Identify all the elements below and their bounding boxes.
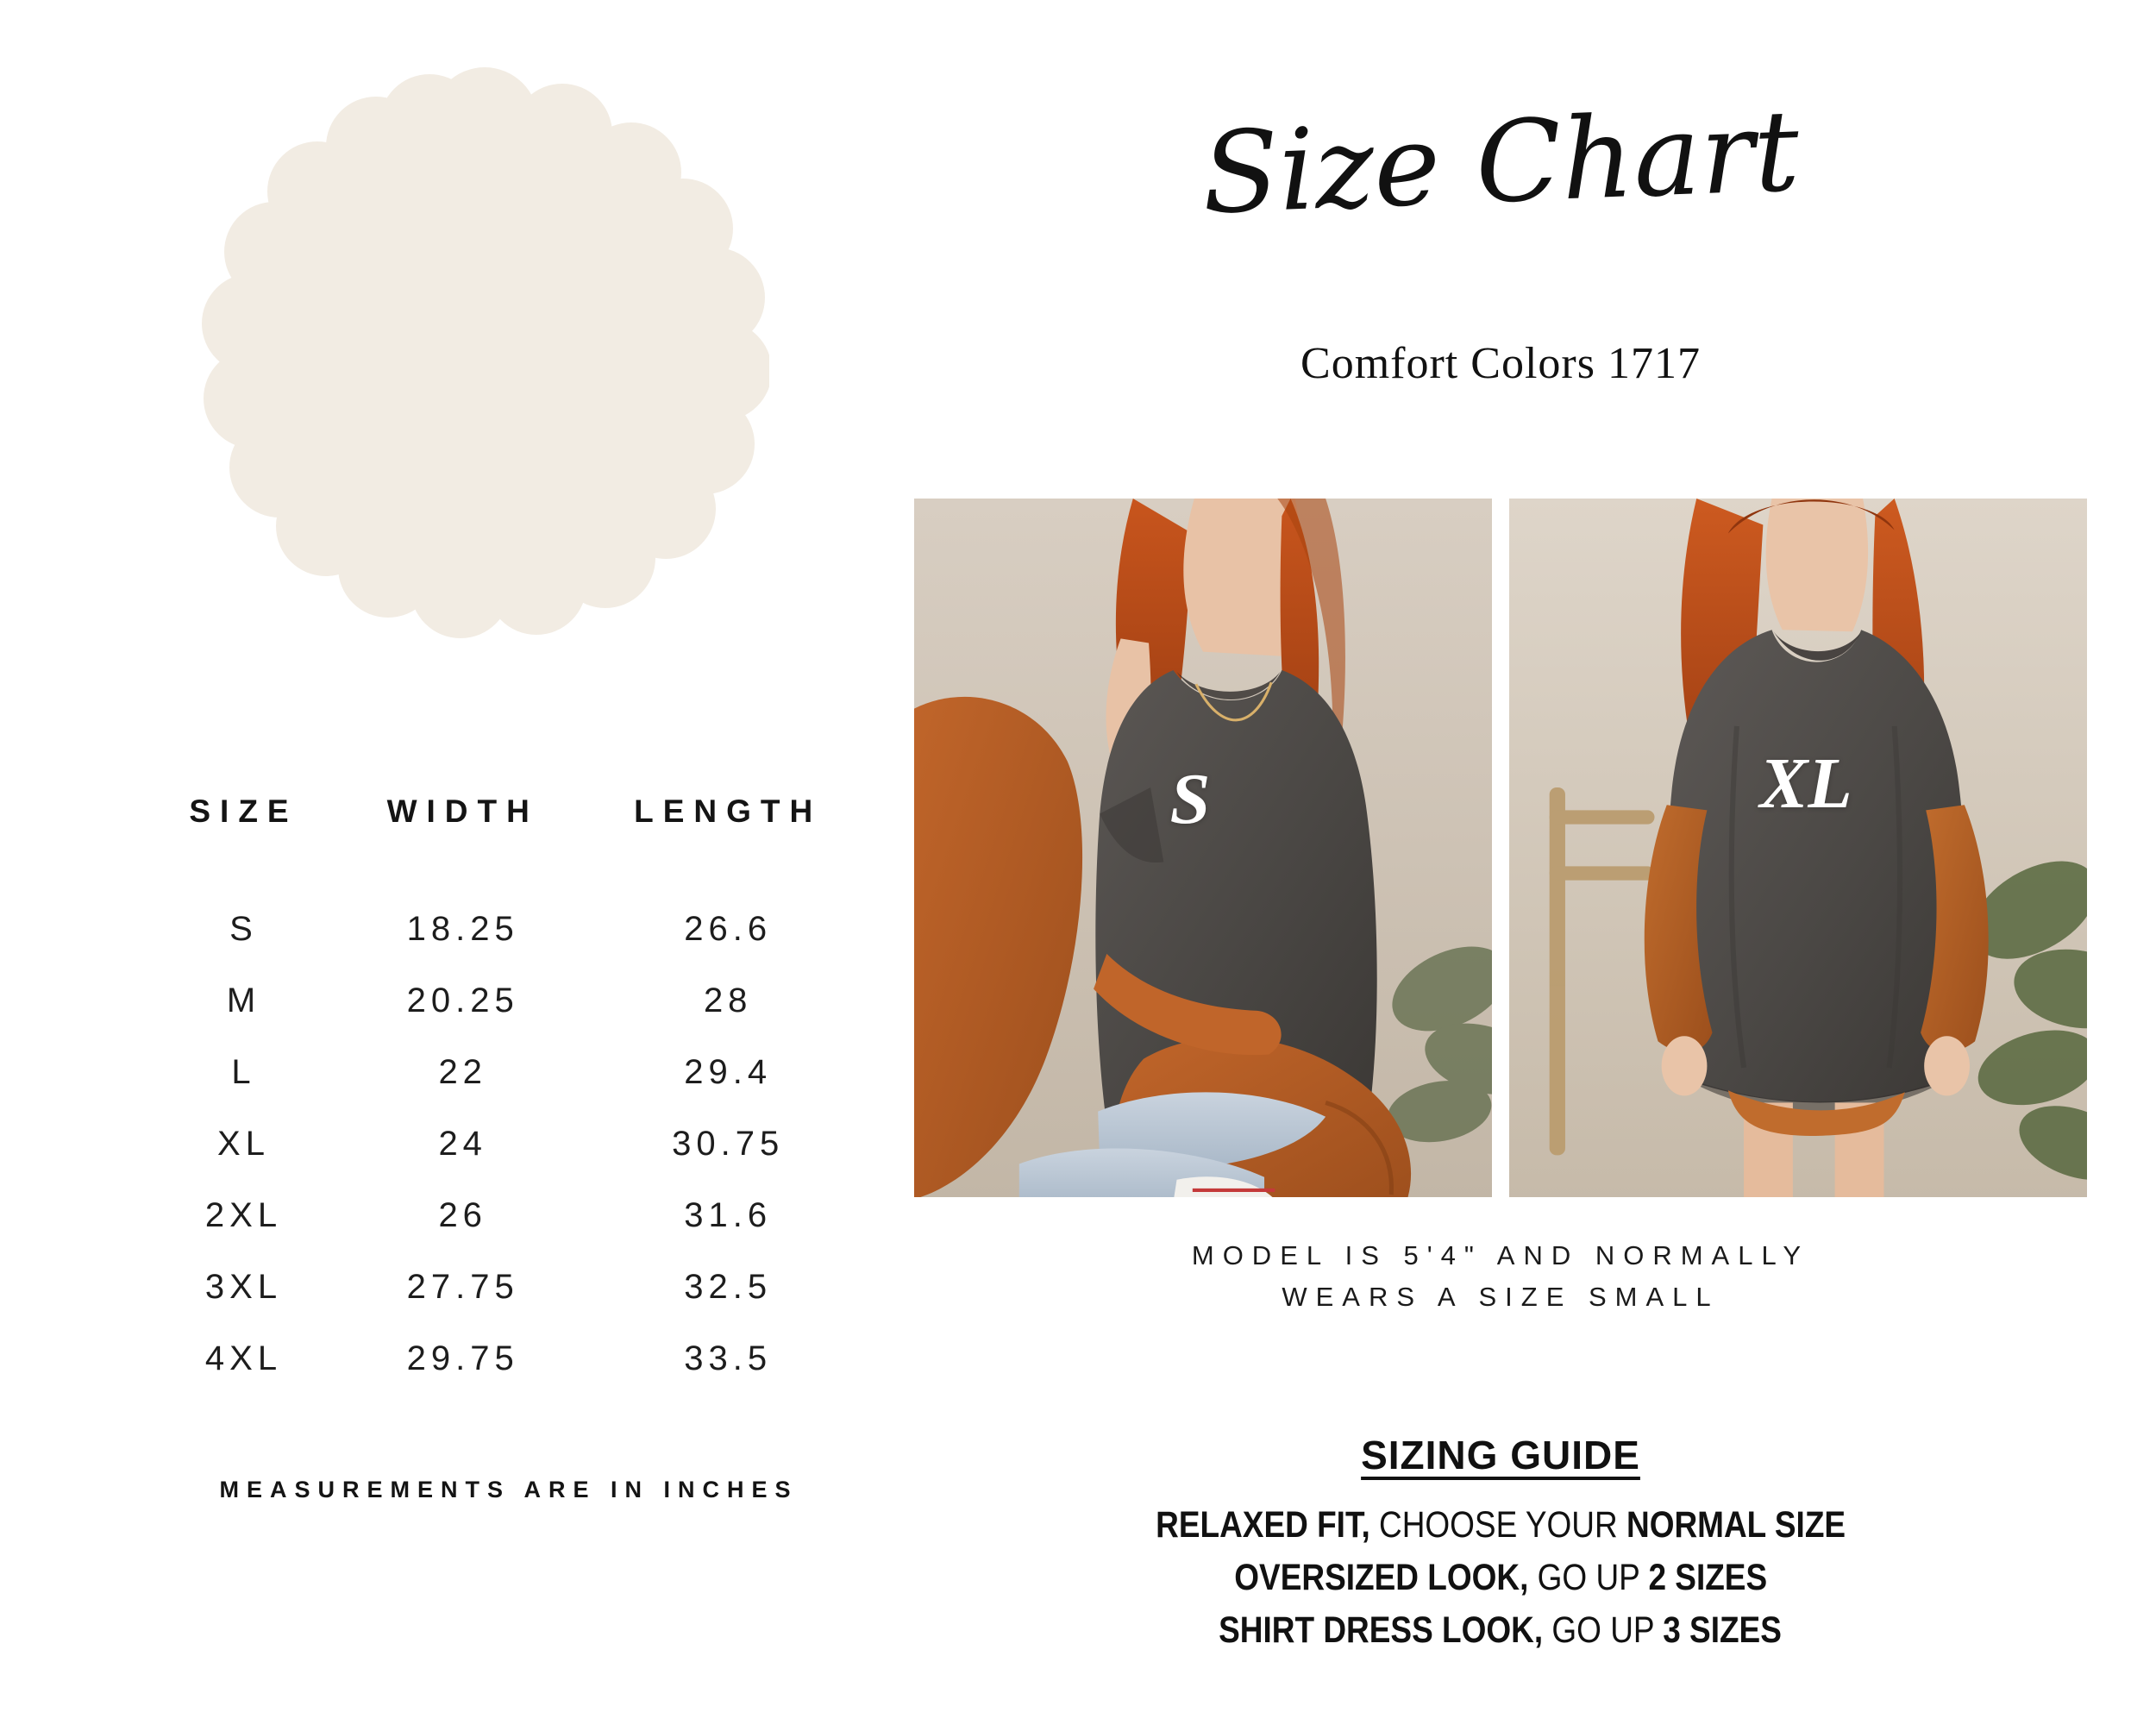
sizing-guide-lines xyxy=(914,1499,2087,1657)
table-row xyxy=(155,1037,862,1108)
size-table-element xyxy=(155,794,862,1395)
cell-width: 29.75 xyxy=(406,1339,519,1377)
page-title: Size Chart xyxy=(1200,85,1802,240)
measurements-note: MEASUREMENTS ARE IN INCHES xyxy=(219,1477,799,1502)
cell-length: 28 xyxy=(703,982,753,1019)
cell-size: M xyxy=(226,982,261,1019)
cell-length: 29.4 xyxy=(684,1053,773,1091)
model-photo-xl xyxy=(1509,499,2087,1197)
cell-width: 18.25 xyxy=(406,910,519,948)
size-table xyxy=(155,794,862,1395)
model-photo-small xyxy=(914,499,1492,1197)
cell-length: 26.6 xyxy=(684,910,773,948)
sizing-guide-title: SIZING GUIDE xyxy=(1361,1433,1640,1477)
model-note xyxy=(914,1235,2087,1318)
scalloped-blob-decoration xyxy=(200,60,769,647)
table-row xyxy=(155,1108,862,1180)
guide-line-1-bold-1: RELAXED FIT, xyxy=(1156,1504,1370,1546)
cell-width: 24 xyxy=(438,1125,487,1163)
cell-width: 26 xyxy=(438,1196,487,1234)
cell-length: 30.75 xyxy=(672,1125,785,1163)
table-row xyxy=(155,965,862,1037)
header-size: SIZE xyxy=(189,794,298,829)
sizing-guide-line-1 xyxy=(914,1499,2087,1552)
cell-width: 20.25 xyxy=(406,982,519,1019)
table-row xyxy=(155,1180,862,1251)
model-photos xyxy=(914,499,2087,1197)
sizing-guide-line-2 xyxy=(914,1552,2087,1604)
guide-line-2-light: GO UP xyxy=(1528,1557,1649,1599)
cell-size: L xyxy=(231,1053,256,1091)
guide-line-2-bold-1: OVERSIZED LOOK, xyxy=(1234,1557,1529,1599)
tee-size-label-xl: XL xyxy=(1759,743,1852,824)
cell-length: 31.6 xyxy=(684,1196,773,1234)
cell-length: 33.5 xyxy=(684,1339,773,1377)
cell-size: 3XL xyxy=(204,1268,283,1306)
table-row xyxy=(155,894,862,965)
page-subtitle: Comfort Colors 1717 xyxy=(1300,339,1701,388)
tee-size-label-small: S xyxy=(1169,759,1211,839)
cell-length: 32.5 xyxy=(684,1268,773,1306)
cell-width: 22 xyxy=(438,1053,487,1091)
sizing-guide-line-3 xyxy=(914,1604,2087,1657)
guide-line-2-bold-2: 2 SIZES xyxy=(1648,1557,1767,1599)
guide-line-3-bold-2: 3 SIZES xyxy=(1663,1609,1783,1652)
guide-line-1-bold-2: NORMAL SIZE xyxy=(1626,1504,1846,1546)
model-note-line-2: WEARS A SIZE SMALL xyxy=(1282,1282,1720,1313)
cell-size: S xyxy=(229,910,258,948)
model-note-line-1: MODEL IS 5'4" AND NORMALLY xyxy=(1191,1240,1810,1270)
cell-size: XL xyxy=(217,1125,270,1163)
cell-size: 2XL xyxy=(204,1196,283,1234)
table-row xyxy=(155,1251,862,1323)
cell-size: 4XL xyxy=(204,1339,283,1377)
guide-line-3-bold-1: SHIRT DRESS LOOK, xyxy=(1219,1609,1544,1652)
guide-line-1-light: CHOOSE YOUR xyxy=(1369,1504,1626,1546)
cell-width: 27.75 xyxy=(406,1268,519,1306)
header-length: LENGTH xyxy=(634,794,823,829)
table-header-row xyxy=(155,794,862,894)
guide-line-3-light: GO UP xyxy=(1543,1609,1664,1652)
table-row xyxy=(155,1323,862,1395)
header-width: WIDTH xyxy=(386,794,539,829)
